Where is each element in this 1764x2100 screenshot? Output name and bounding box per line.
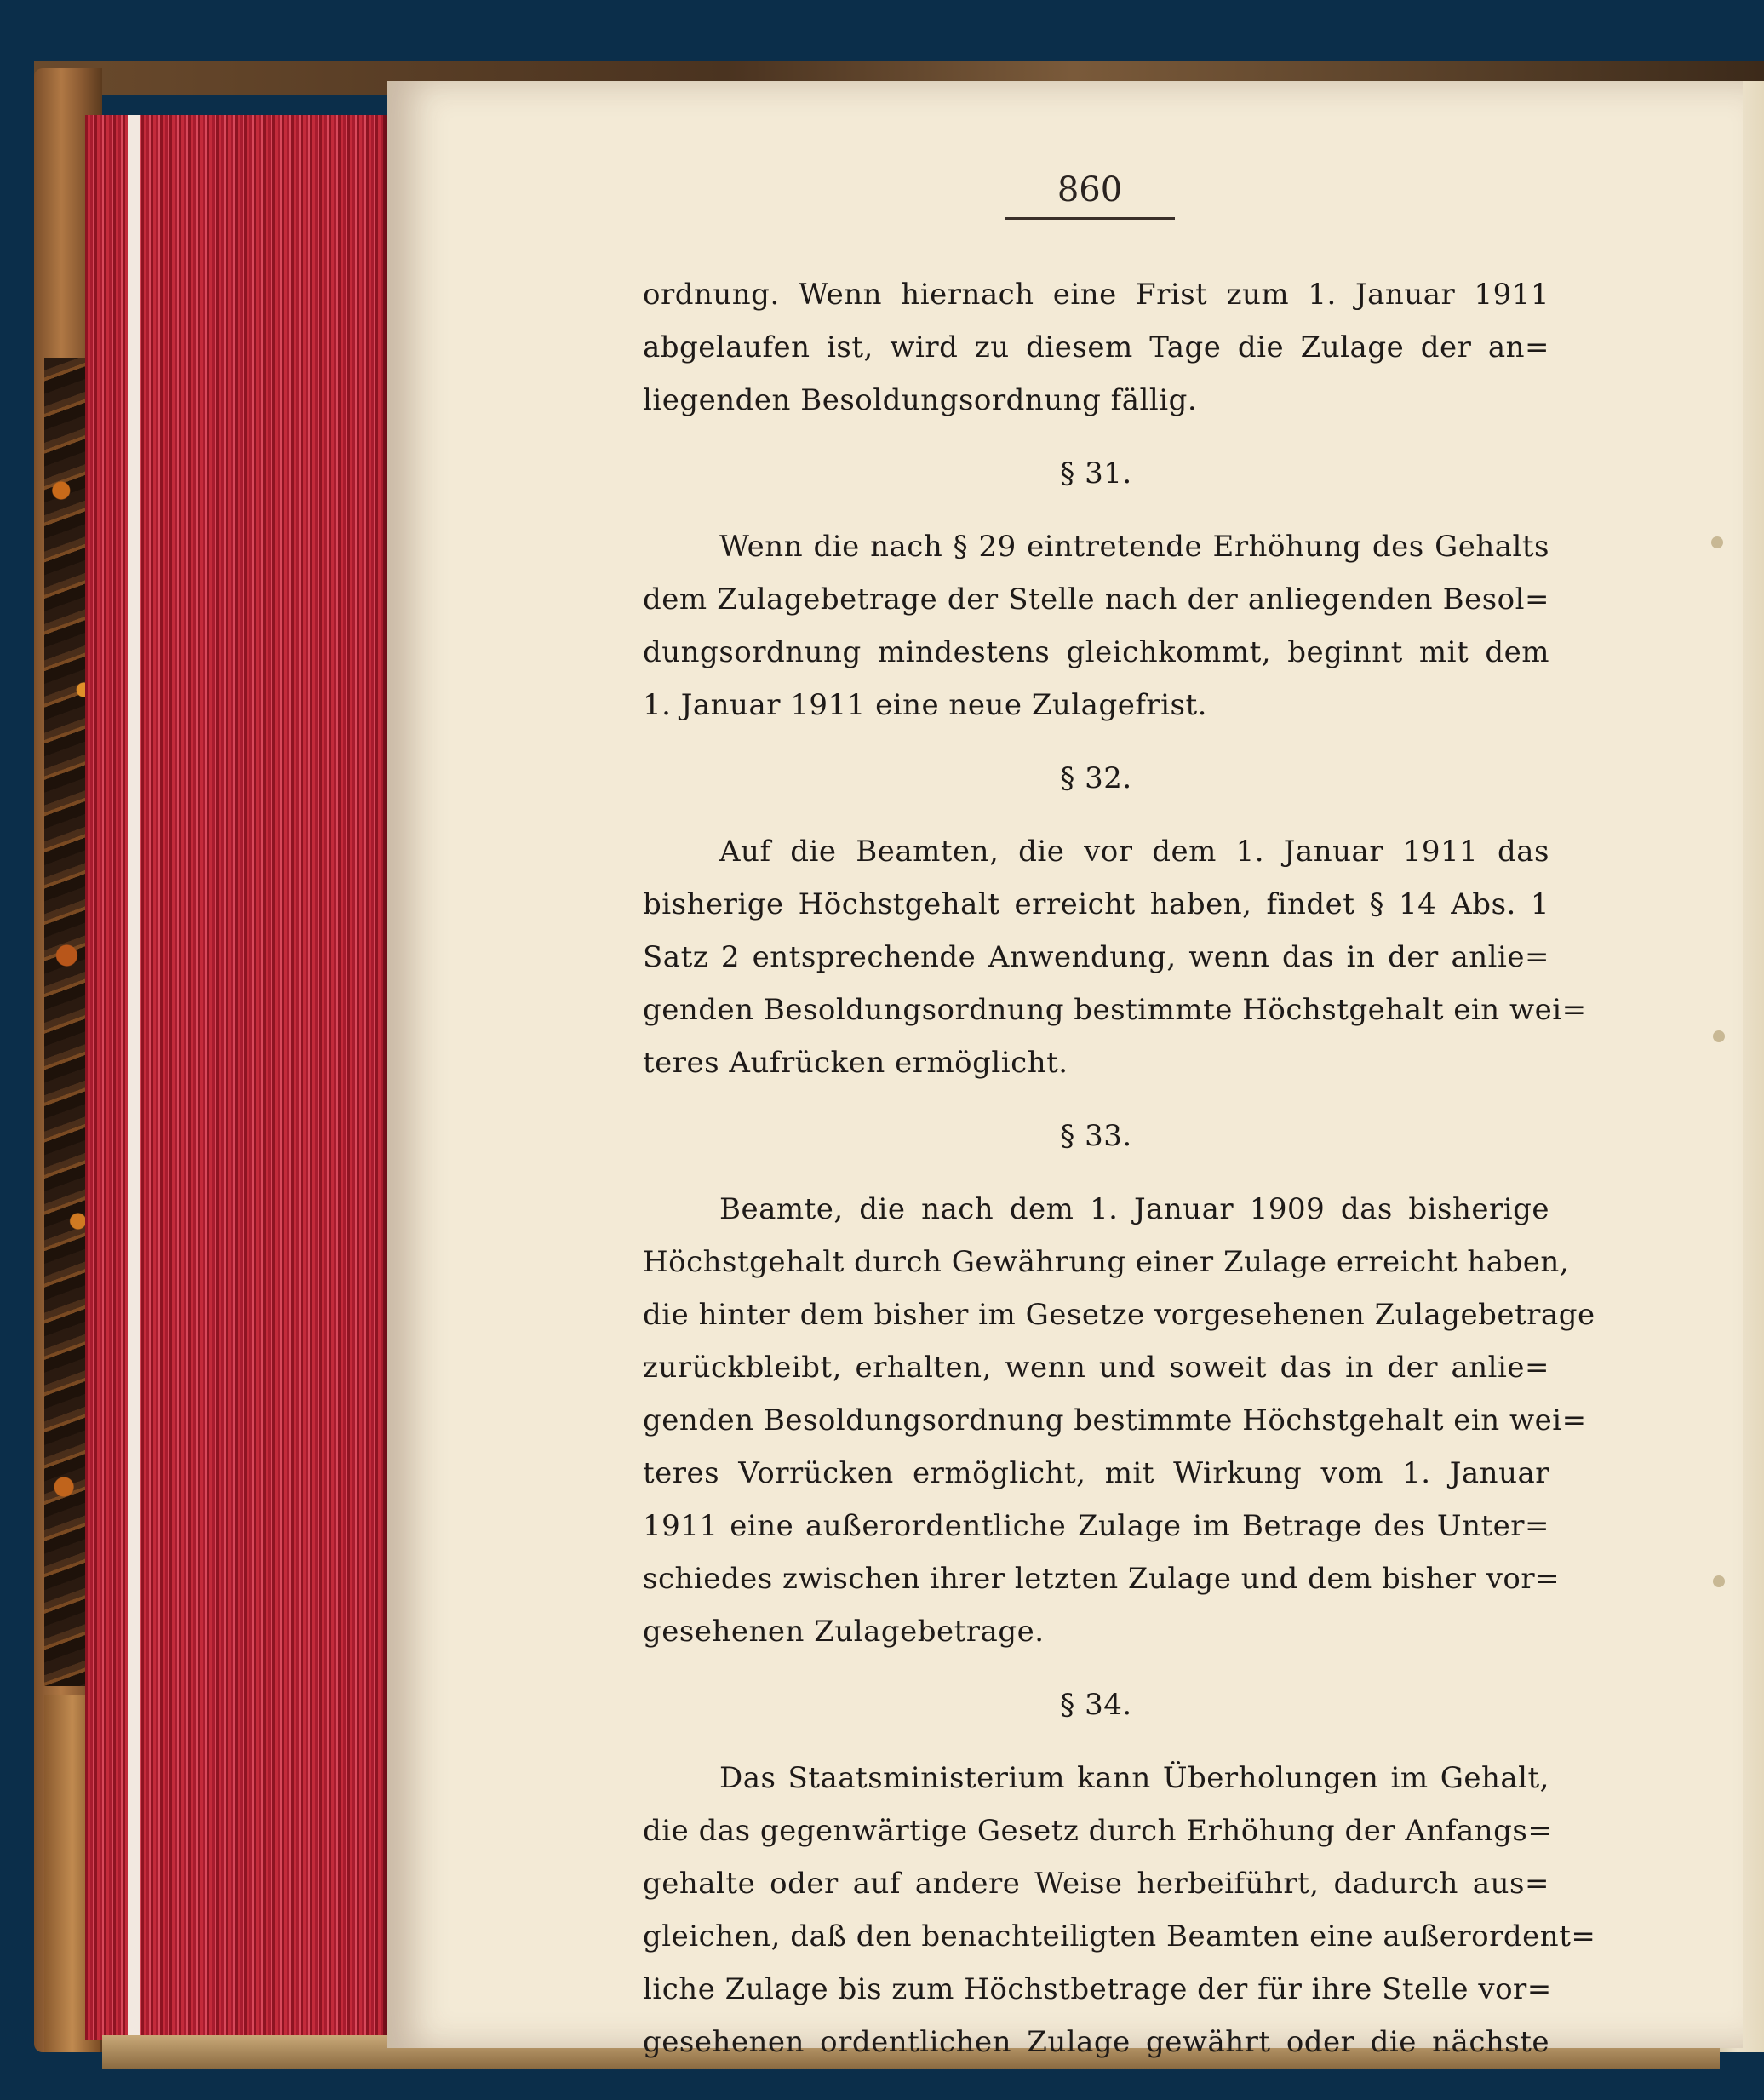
section-heading-32: § 32.: [1060, 761, 1132, 795]
section-heading-33: § 33.: [1060, 1119, 1132, 1153]
text-line: Wenn die nach § 29 eintretende Erhöhung des Gehalts: [719, 530, 1549, 564]
text-line: dem Zulagebetrage der Stelle nach der anliegenden Besol=: [643, 582, 1549, 617]
text-line: schiedes zwischen ihrer letzten Zulage und dem bisher vor=: [643, 1562, 1561, 1596]
text-line: Auf die Beamten, die vor dem 1. Januar 1911 das: [719, 835, 1549, 869]
text-line: Das Staatsministerium kann Überholungen im Gehalt,: [719, 1761, 1549, 1795]
text-line: genden Besoldungsordnung bestimmte Höchstgehalt ein wei=: [643, 1403, 1587, 1437]
text-line: ordnung. Wenn hiernach eine Frist zum 1. Januar 1911: [643, 278, 1549, 312]
text-line: die hinter dem bisher im Gesetze vorgesehenen Zulagebetrage: [643, 1298, 1595, 1332]
text-line: abgelaufen ist, wird zu diesem Tage die Zulage der an=: [643, 330, 1549, 364]
text-line: gleichen, daß den benachteiligten Beamten eine außerordent=: [643, 1919, 1596, 1954]
page-fleck: [1713, 1575, 1725, 1587]
text-line: die das gegenwärtige Gesetz durch Erhöhung der Anfangs=: [643, 1814, 1553, 1848]
page-number: 860: [1057, 170, 1123, 209]
text-line: teres Vorrücken ermöglicht, mit Wirkung vom 1. Januar: [643, 1456, 1549, 1490]
text-line: bisherige Höchstgehalt erreicht haben, findet § 14 Abs. 1: [643, 887, 1549, 921]
text-line: teres Aufrücken ermöglicht.: [643, 1046, 1068, 1080]
text-line: Satz 2 entsprechende Anwendung, wenn das in der anlie=: [643, 940, 1549, 974]
page-fleck: [1713, 1030, 1725, 1042]
text-line: 1911 eine außerordentliche Zulage im Betrage des Unter=: [643, 1509, 1549, 1543]
text-line: genden Besoldungsordnung bestimmte Höchstgehalt ein wei=: [643, 993, 1587, 1027]
text-line: 1. Januar 1911 eine neue Zulagefrist.: [643, 688, 1207, 722]
text-line: gesehenen ordentlichen Zulage gewährt oder die nächste: [643, 2025, 1549, 2059]
text-line: dungsordnung mindestens gleichkommt, beginnt mit dem: [643, 635, 1549, 669]
text-line: liche Zulage bis zum Höchstbetrage der für ihre Stelle vor=: [643, 1972, 1552, 2006]
page-body-text: [643, 268, 1596, 2068]
page-fleck: [1711, 536, 1723, 548]
page-block-edges: [85, 115, 392, 2040]
text-line: zurückbleibt, erhalten, wenn und soweit das in der anlie=: [643, 1351, 1549, 1385]
header-rule: [1005, 217, 1175, 220]
text-line: liegenden Besoldungsordnung fällig.: [643, 383, 1198, 417]
section-heading-34: § 34.: [1060, 1688, 1132, 1722]
text-line: Beamte, die nach dem 1. Januar 1909 das bisherige: [719, 1192, 1549, 1226]
section-heading-31: § 31.: [1060, 456, 1132, 491]
text-line: gesehenen Zulagebetrage.: [643, 1615, 1045, 1649]
text-line: gehalte oder auf andere Weise herbeiführt, dadurch aus=: [643, 1867, 1549, 1901]
page-number-wrap: [1000, 170, 1179, 209]
text-line: Höchstgehalt durch Gewährung einer Zulage erreicht haben,: [643, 1245, 1570, 1279]
